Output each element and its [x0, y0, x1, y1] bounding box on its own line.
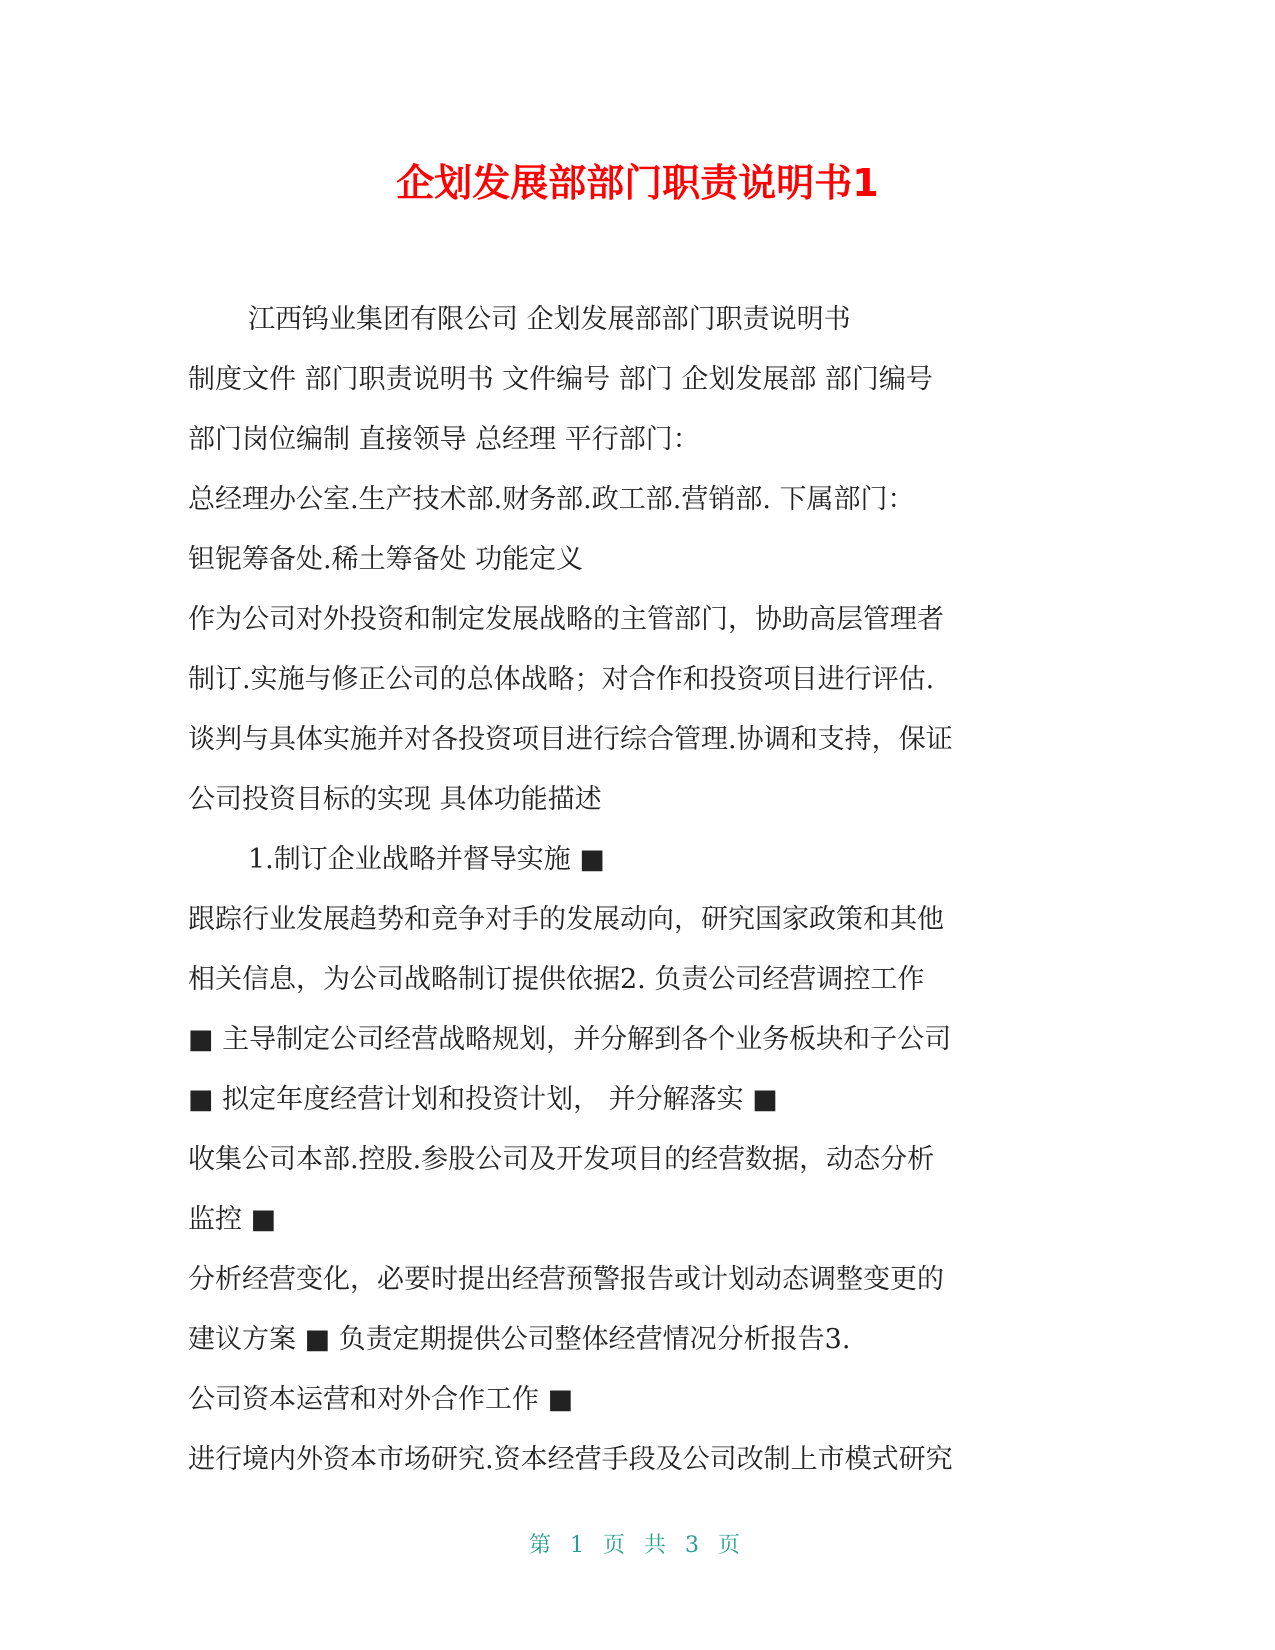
- document-body: [188, 290, 1088, 1490]
- body-line: 作为公司对外投资和制定发展战略的主管部门，协助高层管理者: [188, 604, 944, 635]
- body-line: 跟踪行业发展趋势和竞争对手的发展动向，研究国家政策和其他: [188, 904, 944, 935]
- page-number-footer: 第 1 页 共 3 页: [529, 1533, 746, 1558]
- body-line: 相关信息，为公司战略制订提供依据2. 负责公司经营调控工作: [188, 964, 925, 995]
- body-line: 分析经营变化，必要时提出经营预警报告或计划动态调整变更的: [188, 1264, 944, 1295]
- body-line: 谈判与具体实施并对各投资项目进行综合管理.协调和支持，保证: [188, 724, 953, 755]
- body-line: 收集公司本部.控股.参股公司及开发项目的经营数据，动态分析: [188, 1144, 935, 1175]
- body-line: 进行境内外资本市场研究.资本经营手段及公司改制上市模式研究: [188, 1444, 953, 1475]
- body-line: 制度文件 部门职责说明书 文件编号 部门 企划发展部 部门编号: [188, 364, 933, 395]
- body-line: 建议方案 ■ 负责定期提供公司整体经营情况分析报告3.: [188, 1324, 851, 1355]
- body-line: 钽铌筹备处.稀土筹备处 功能定义: [188, 544, 584, 575]
- body-line: ■ 主导制定公司经营战略规划，并分解到各个业务板块和子公司: [188, 1024, 952, 1055]
- document-title: 企划发展部部门职责说明书1: [396, 161, 879, 205]
- body-line: 制订.实施与修正公司的总体战略；对合作和投资项目进行评估.: [188, 664, 935, 695]
- body-line: 监控 ■: [188, 1204, 277, 1235]
- body-line: 江西钨业集团有限公司 企划发展部部门职责说明书: [248, 304, 851, 335]
- body-line: 部门岗位编制 直接领导 总经理 平行部门：: [188, 424, 700, 455]
- body-line: 公司资本运营和对外合作工作 ■: [188, 1384, 574, 1415]
- body-line: 公司投资目标的实现 具体功能描述: [188, 784, 602, 815]
- body-line: ■ 拟定年度经营计划和投资计划， 并分解落实 ■: [188, 1084, 778, 1115]
- body-line: 1.制订企业战略并督导实施 ■: [248, 844, 605, 875]
- body-line: 总经理办公室.生产技术部.财务部.政工部.营销部. 下属部门：: [188, 484, 915, 515]
